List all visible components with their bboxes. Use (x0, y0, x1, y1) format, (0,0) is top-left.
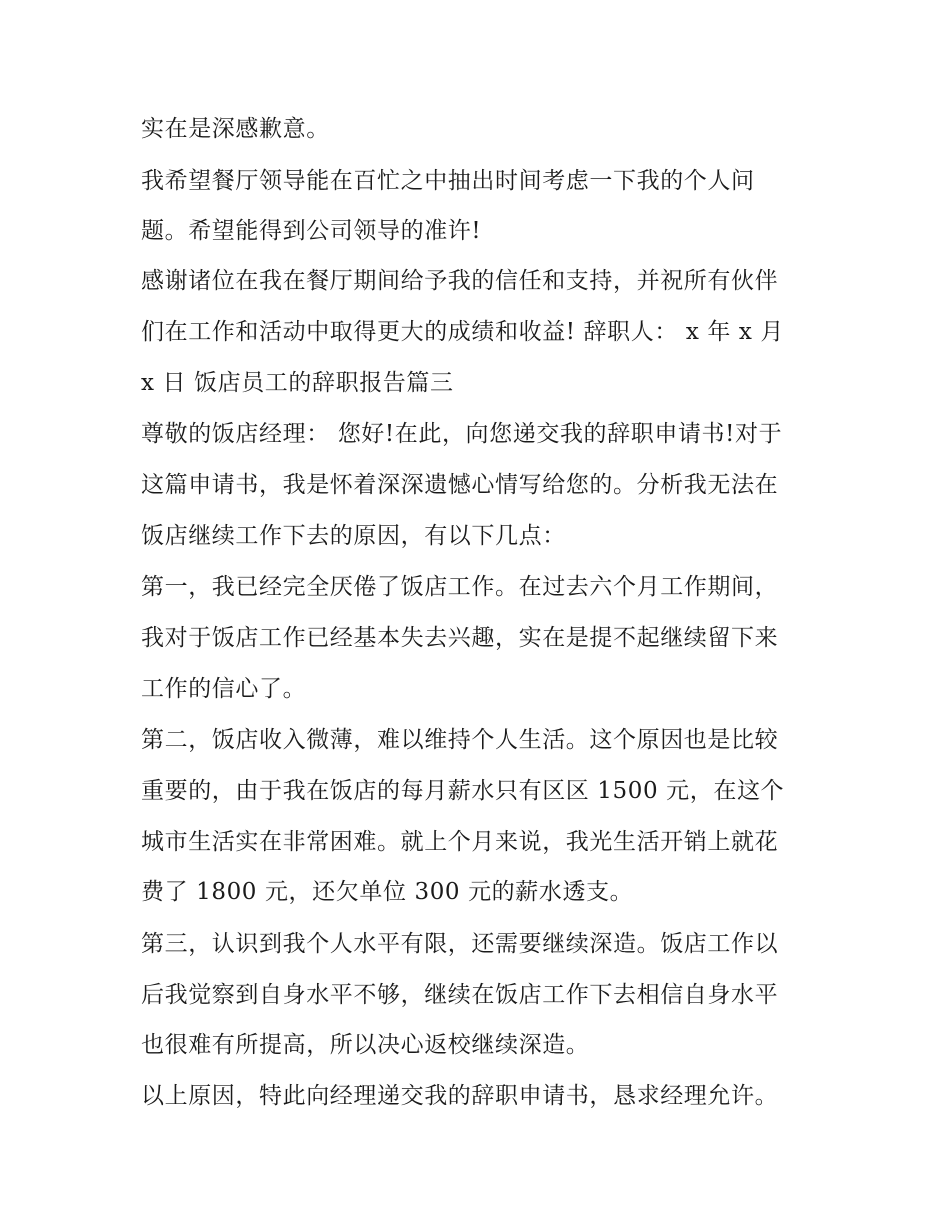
text-line: 也很难有所提高，所以决心返校继续深造。 (141, 1032, 590, 1058)
text-line: 第二，饭店收入微薄，难以维持个人生活。这个原因也是比较 (141, 727, 779, 753)
text-line: 费了 1800 元，还欠单位 300 元的薪水透支。 (141, 879, 634, 905)
text-line: 我对于饭店工作已经基本失去兴趣，实在是提不起继续留下来 (141, 625, 779, 651)
text-line: 以上原因，特此向经理递交我的辞职申请书，恳求经理允许。 (141, 1083, 779, 1109)
text-line: 工作的信心了。 (141, 676, 307, 702)
text-line: 后我觉察到自身水平不够，继续在饭店工作下去相信自身水平 (141, 982, 779, 1008)
text-line: 饭店继续工作下去的原因，有以下几点： (141, 523, 566, 549)
text-line: 实在是深感歉意。 (141, 116, 330, 142)
text-line: 城市生活实在非常困难。就上个月来说，我光生活开销上就花 (141, 829, 779, 855)
text-line: 第一，我已经完全厌倦了饭店工作。在过去六个月工作期间， (141, 574, 779, 600)
text-line: 我希望餐厅领导能在百忙之中抽出时间考虑一下我的个人问 (141, 168, 755, 194)
text-line: 第三，认识到我个人水平有限，还需要继续深造。饭店工作以 (141, 931, 779, 957)
text-line: 题。希望能得到公司领导的准许! (141, 218, 482, 244)
text-line: 感谢诸位在我在餐厅期间给予我的信任和支持，并祝所有伙伴 (141, 268, 779, 294)
text-line: 这篇申请书，我是怀着深深遗憾心情写给您的。分析我无法在 (141, 472, 779, 498)
text-line: 重要的，由于我在饭店的每月薪水只有区区 1500 元，在这个 (141, 778, 785, 804)
text-line: x 日 饭店员工的辞职报告篇三 (141, 370, 454, 396)
text-line: 尊敬的饭店经理： 您好!在此，向您递交我的辞职申请书!对于 (141, 421, 783, 447)
text-line: 们在工作和活动中取得更大的成绩和收益! 辞职人： x 年 x 月 (141, 319, 784, 345)
